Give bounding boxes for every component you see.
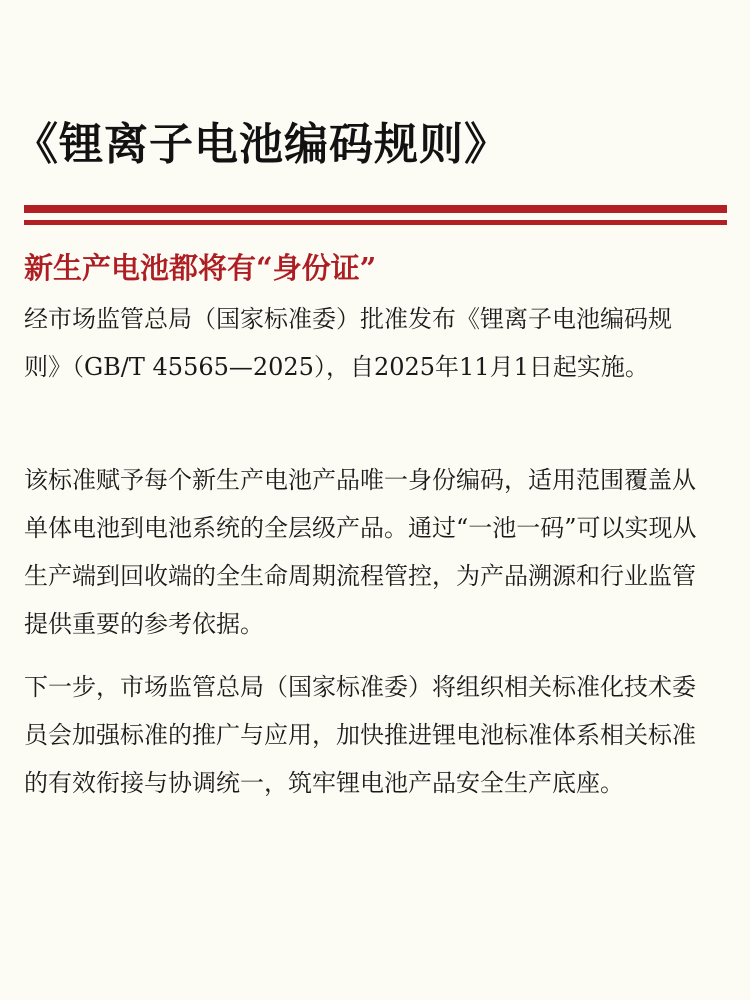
title-divider-thin — [24, 220, 727, 225]
article-title: 《锂离子电池编码规则》 — [14, 119, 509, 170]
title-divider-thick — [24, 205, 727, 213]
article-subtitle: 新生产电池都将有“身份证” — [24, 251, 377, 285]
paragraph-standard-scope: 该标准赋予每个新生产电池产品唯一身份编码，适用范围覆盖从单体电池到电池系统的全层级产品。通过“一池一码”可以实现从生产端到回收端的全生命周期流程管控，为产品溯源和行业监管提供重要的参考依据。 — [24, 466, 697, 638]
paragraph-announcement: 经市场监管总局（国家标准委）批准发布《锂离子电池编码规则》（GB/T 45565—2025），自2025年11月1日起实施。 — [24, 305, 672, 381]
paragraph-next-steps: 下一步，市场监管总局（国家标准委）将组织相关标准化技术委员会加强标准的推广与应用，加快推进锂电池标准体系相关标准的有效衔接与协调统一，筑牢锂电池产品安全生产底座。 — [24, 673, 696, 797]
